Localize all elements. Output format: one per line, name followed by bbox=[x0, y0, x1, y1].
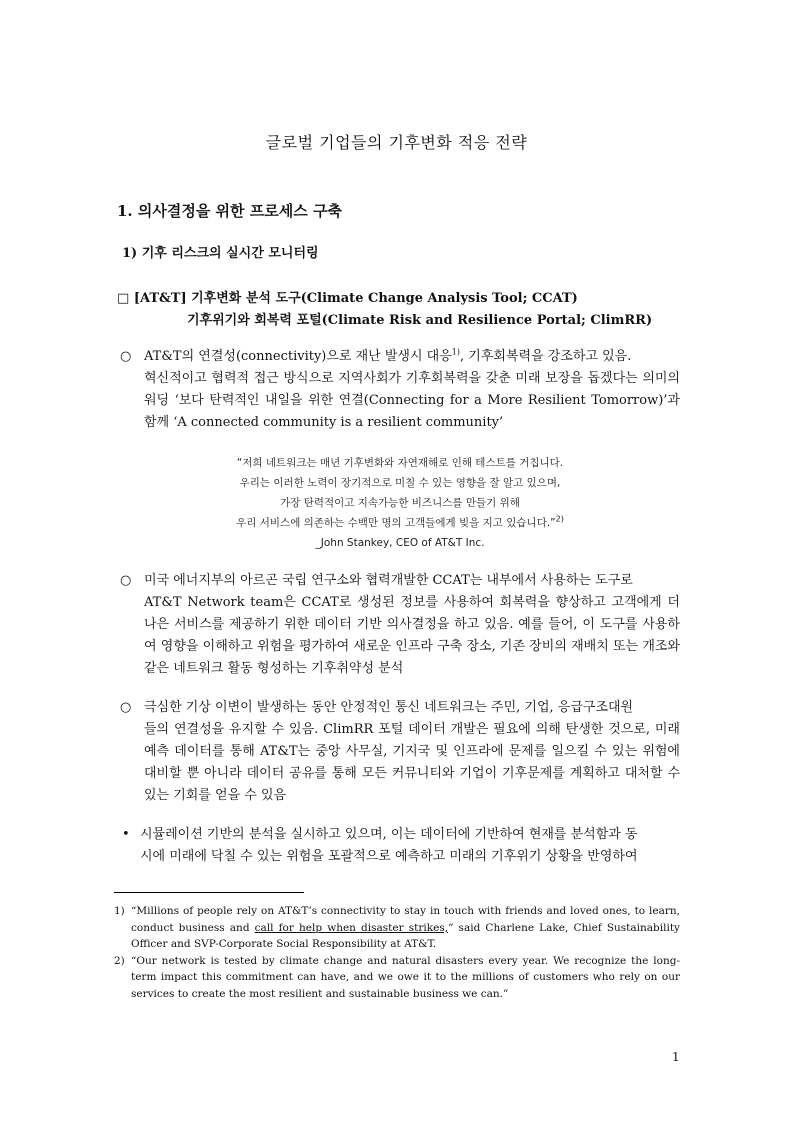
bullet-first-line bbox=[120, 346, 680, 368]
bullet-text: AT&T의 연결성(connectivity)으로 재난 발생시 대응 bbox=[144, 349, 452, 364]
bullet-text: 미국 에너지부의 아르곤 국립 연구소와 협력개발한 CCAT는 내부에서 사용하는 도구로 bbox=[144, 573, 633, 588]
bullet-continuation: 들의 연결성을 유지할 수 있음. ClimRR 포털 데이터 개발은 필요에 의해 탄생한 것으로, 미래 예측 데이터를 통해 AT&T는 중앙 사무실, 기지국 및 인프라에 문제를 일으킬 수 있는 위험에 대비할 뿐 아니라 데이터 공유를 통해 모든 커뮤니티와 기업이 기후문제를 계획하고 대처할 수 있는 기회를 얻을 수 있음 bbox=[144, 722, 680, 803]
case-heading-line1 bbox=[117, 288, 697, 310]
footnote-text: ” said Charlene Lake, Chief Sustainability Officer and SVP-Corporate Social Responsibility at AT&T. bbox=[131, 921, 680, 950]
quote-text: 우리 서비스에 의존하는 수백만 명의 고객들에게 빚을 지고 있습니다.” bbox=[236, 517, 556, 529]
quote-line: 우리는 이러한 노력이 장기적으로 미칠 수 있는 영향을 잘 알고 있으며, bbox=[239, 477, 561, 489]
footnote-divider bbox=[114, 892, 304, 893]
footnote-text: “Our network is tested by climate change and natural disasters every year. We recognize the long-term impact this commitment can have, and we owe it to the millions of customers who rely on our services to create the most resilient and sustainable business we can.” bbox=[131, 954, 680, 1000]
document-title: 글로벌 기업들의 기후변화 적응 전략 bbox=[265, 133, 528, 152]
bullet-paragraph bbox=[120, 697, 680, 807]
bullet-continuation: AT&T Network team은 CCAT로 생성된 정보를 사용하여 회복력을 향상하고 고객에게 더 나은 서비스를 제공하기 위한 데이터 기반 의사결정을 하고 있음. 예를 들어, 이 도구를 사용하여 영향을 이해하고 위험을 평가하여 새로운 인프라 구축 장소, 기존 장비의 재배치 또는 개조와 같은 네트워크 활동 형성하는 기후취약성 분석 bbox=[144, 595, 680, 676]
footnote-2 bbox=[114, 953, 680, 1003]
quote-attribution: _John Stankey, CEO of AT&T Inc. bbox=[315, 537, 485, 549]
bullet-text: 극심한 기상 이변이 발생하는 동안 안정적인 통신 네트워크는 주민, 기업, 응급구조대원 bbox=[144, 700, 634, 715]
bullet-paragraph bbox=[120, 346, 680, 434]
circle-bullet-icon: ○ bbox=[120, 573, 132, 588]
case-heading bbox=[117, 288, 697, 332]
quote-line bbox=[140, 513, 660, 533]
case-heading-line2: 기후위기와 회복력 포털(Climate Risk and Resilience Portal; ClimRR) bbox=[187, 313, 653, 328]
case-heading-text1: [AT&T] 기후변화 분석 도구(Climate Change Analysis Tool; CCAT) bbox=[133, 291, 578, 306]
bullet-text: , 기후회복력을 강조하고 있음. bbox=[460, 349, 632, 364]
subsection-heading: 1) 기후 리스크의 실시간 모니터링 bbox=[122, 246, 319, 261]
quote-line: “저희 네트워크는 매년 기후변화와 자연재해로 인해 테스트를 거칩니다. bbox=[236, 457, 564, 469]
footnote-ref: 2) bbox=[555, 514, 564, 524]
footnote-number: 1) bbox=[114, 905, 125, 917]
footnotes bbox=[114, 903, 680, 1002]
bullet-paragraph bbox=[122, 824, 680, 868]
footnote-number: 2) bbox=[114, 954, 125, 967]
footnote-1 bbox=[114, 903, 680, 953]
page-number: 1 bbox=[672, 1050, 680, 1064]
quote-line: 가장 탄력적이고 지속가능한 비즈니스를 만들기 위해 bbox=[280, 497, 520, 509]
ceo-quote bbox=[140, 453, 660, 553]
square-bullet-icon: □ bbox=[117, 291, 130, 306]
bullet-first-line bbox=[120, 570, 680, 592]
circle-bullet-icon: ○ bbox=[120, 349, 132, 364]
footnote-underlined-text: call for help when disaster strikes, bbox=[254, 921, 449, 934]
bullet-first-line bbox=[122, 824, 680, 846]
bullet-first-line bbox=[120, 697, 680, 719]
bullet-continuation: 혁신적이고 협력적 접근 방식으로 지역사회가 기후회복력을 갖춘 미래 보장을 돕겠다는 의미의 워딩 ‘보다 탄력적인 내일을 위한 연결(Connecting for a More Resilient Tomorrow)’과 함께 ‘A connected community is a resilient community’ bbox=[144, 371, 680, 430]
dot-bullet-icon: • bbox=[122, 827, 130, 842]
bullet-continuation: 시에 미래에 닥칠 수 있는 위험을 포괄적으로 예측하고 미래의 기후위기 상황을 반영하여 bbox=[140, 849, 638, 864]
circle-bullet-icon: ○ bbox=[120, 700, 132, 715]
footnote-text: “Millions of people rely on AT&T’s connectivity to stay in touch with friends and loved ones, to learn, conduct business and bbox=[131, 905, 680, 934]
bullet-text: 시뮬레이션 기반의 분석을 실시하고 있으며, 이는 데이터에 기반하여 현재를 분석함과 동 bbox=[140, 827, 638, 842]
footnote-ref: 1) bbox=[451, 347, 461, 357]
bullet-paragraph bbox=[120, 570, 680, 680]
section-heading: 1. 의사결정을 위한 프로세스 구축 bbox=[117, 202, 342, 220]
